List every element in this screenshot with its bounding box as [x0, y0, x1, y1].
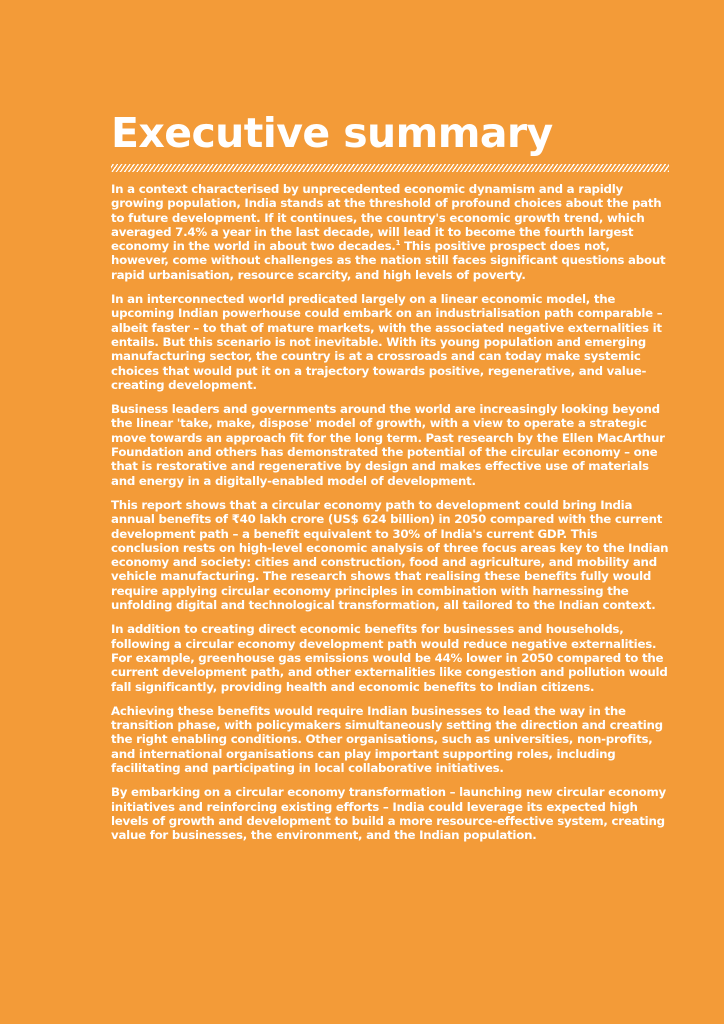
summary-body: [111, 182, 669, 842]
paragraph-6: Achieving these benefits would require Indian businesses to lead the way in the transition phase, with policymakers simultaneously setting the direction and creating the right enabling conditions. Other organisations, such as universities, non-profits, and international organisations can play important supporting roles, including facilitating and participating in local collaborative initiatives.: [111, 703, 663, 775]
hatched-divider: [111, 164, 669, 172]
paragraph-1-text: In a context characterised by unprecedented economic dynamism and a rapidly growing population, India stands at the threshold of profound choices about the path to future development. If it continues, the country's economic growth trend, which averaged 7.4% a year in the last decade, will lead it to become the fourth largest economy in the world in about two decades.: [111, 182, 662, 254]
document-page: [111, 108, 669, 852]
footnote-marker[interactable]: 1: [395, 239, 401, 248]
page-title: Executive summary: [111, 109, 553, 157]
paragraph-1-continuation: This positive prospect does not, however, come without challenges as the nation still faces significant questions about rapid urbanisation, resource scarcity, and high levels of poverty.: [111, 239, 666, 282]
paragraph-1: [111, 182, 669, 282]
paragraph-5: In addition to creating direct economic benefits for businesses and households, following a circular economy development path would reduce negative externalities. For example, greenhouse gas emissions would be 44% lower in 2050 compared to the current development path, and other externalities like congestion and pollution would fall significantly, providing health and economic benefits to Indian citizens.: [111, 622, 668, 694]
paragraph-4: This report shows that a circular economy path to development could bring India annual benefits of ₹40 lakh crore (US$ 624 billion) in 2050 compared with the current development path – a benefit equivalent to 30% of India's current GDP. This conclusion rests on high-level economic analysis of three focus areas key to the Indian economy and society: cities and construction, food and agriculture, and mobility and vehicle manufacturing. The research shows that realising these benefits fully would require applying circular economy principles in combination with harnessing the unfolding digital and technological transformation, all tailored to the Indian context.: [111, 497, 669, 613]
paragraph-7: By embarking on a circular economy transformation – launching new circular economy initiatives and reinforcing existing efforts – India could leverage its expected high levels of growth and development to build a more resource-effective system, creating value for businesses, the environment, and the Indian population.: [111, 785, 666, 843]
paragraph-3: Business leaders and governments around the world are increasingly looking beyond the linear 'take, make, dispose' model of growth, with a view to operate a strategic move towards an approach fit for the long term. Past research by the Ellen MacArthur Foundation and others has demonstrated the potential of the circular economy – one that is restorative and regenerative by design and makes effective use of materials and energy in a digitally-enabled model of development.: [111, 402, 665, 488]
paragraph-2: In an interconnected world predicated largely on a linear economic model, the upcoming Indian powerhouse could embark on an industrialisation path comparable – albeit faster – to that of mature markets, with the associated negative externalities it entails. But this scenario is not inevitable. With its young population and emerging manufacturing sector, the country is at a crossroads and can today make systemic choices that would put it on a trajectory towards positive, regenerative, and value-creating development.: [111, 292, 663, 392]
